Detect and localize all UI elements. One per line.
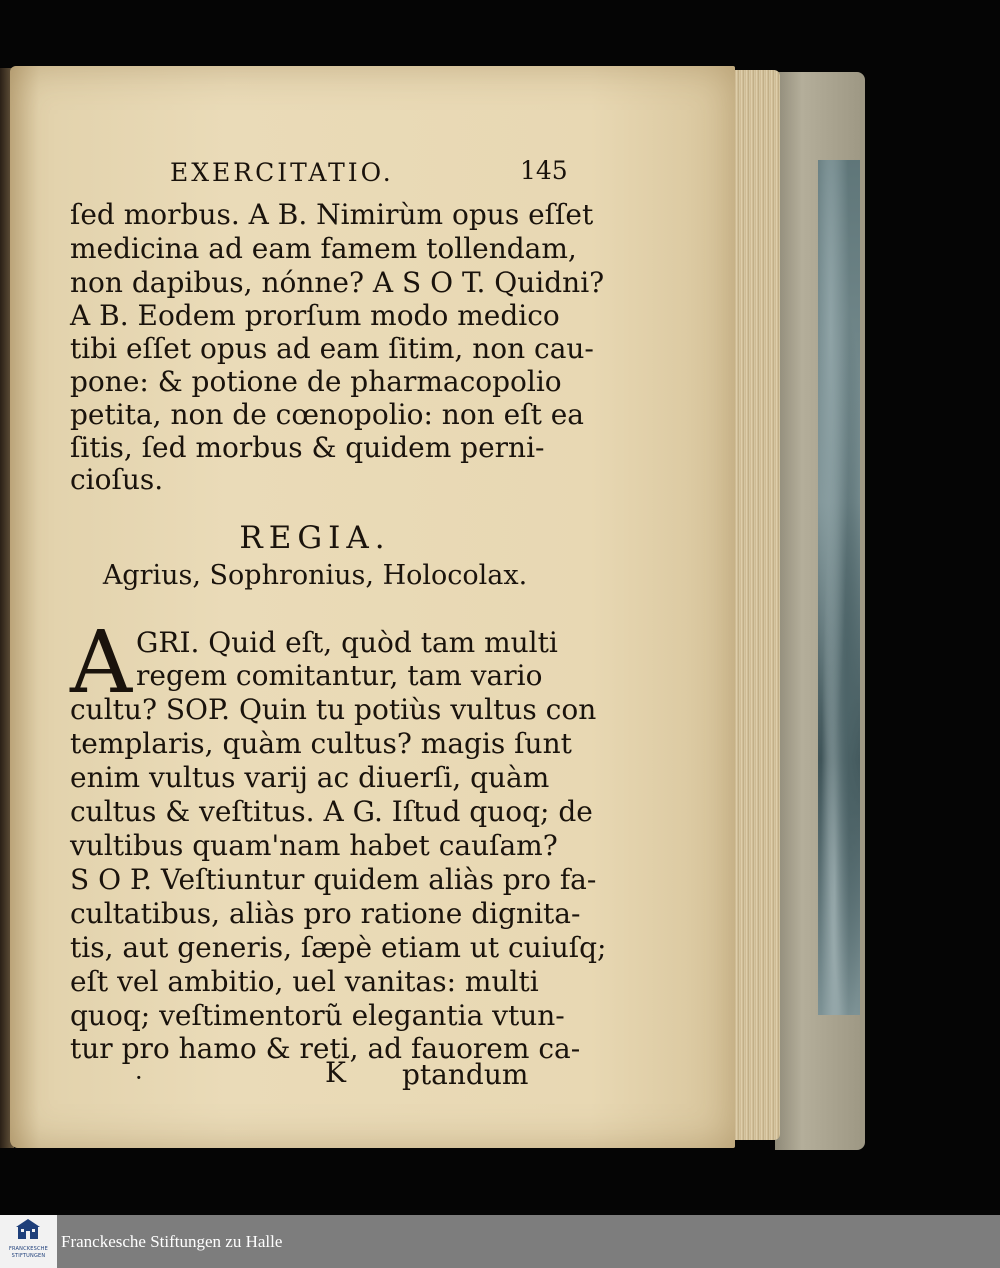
text-line: ſitis, ſed morbus & quidem perni- [70, 431, 545, 464]
text-line: cultu? SOP. Quin tu potiùs vultus con [70, 693, 597, 726]
text-line: petita, non de cœnopolio: non eſt ea [70, 398, 584, 431]
book-page [10, 66, 735, 1148]
signature-mark: K [325, 1056, 346, 1089]
page-text-block [40, 136, 607, 1096]
ornament-dot: · [135, 1064, 143, 1092]
text-line: templaris, quàm cultus? magis ſunt [70, 727, 572, 760]
text-line: regem comitantur, tam vario [136, 659, 543, 692]
text-line: cioſus. [70, 463, 164, 496]
section-title: REGIA. [239, 520, 391, 556]
text-line: medicina ad eam famem tollendam, [70, 232, 577, 265]
building-icon [15, 1218, 41, 1240]
text-line: vultibus quam'nam habet cauſam? [70, 829, 558, 862]
text-line: A B. Eodem prorſum modo medico [70, 299, 560, 332]
catchword: ptandum [402, 1058, 529, 1091]
text-line: tur pro hamo & reti, ad fauorem ca- [70, 1032, 581, 1065]
text-line: enim vultus varij ac diuerſi, quàm [70, 761, 550, 794]
text-line: quoq; veſtimentorũ elegantia vtun- [70, 999, 565, 1032]
text-line: ſed morbus. A B. Nimirùm opus eſſet [70, 198, 594, 231]
drop-cap: A [70, 613, 133, 713]
page-number: 145 [520, 156, 568, 185]
text-line: S O P. Veſtiuntur quidem aliàs pro fa- [70, 863, 597, 896]
dramatis-personae: Agrius, Sophronius, Holocolax. [102, 560, 528, 591]
text-line: tis, aut generis, ſæpè etiam ut cuiuſq; [70, 931, 607, 964]
text-line: non dapibus, nónne? A S O T. Quidni? [70, 266, 605, 299]
marbled-cover-paper [818, 160, 860, 1015]
running-head: EXERCITATIO. [170, 158, 394, 187]
text-line: eſt vel ambitio, uel vanitas: multi [70, 965, 539, 998]
text-line: tibi eſſet opus ad eam ſitim, non cau- [70, 332, 594, 365]
institution-logo [0, 1215, 57, 1268]
text-line: cultus & veſtitus. A G. Iſtud quoq; de [70, 795, 593, 828]
logo-text: FRANCKESCHE STIFTUNGEN [8, 1246, 49, 1259]
text-line: cultatibus, aliàs pro ratione dignita- [70, 897, 581, 930]
text-line: GRI. Quid eſt, quòd tam multi [136, 626, 558, 659]
institution-name: Franckesche Stiftungen zu Halle [61, 1232, 283, 1251]
text-line: pone: & potione de pharmacopolio [70, 365, 562, 398]
